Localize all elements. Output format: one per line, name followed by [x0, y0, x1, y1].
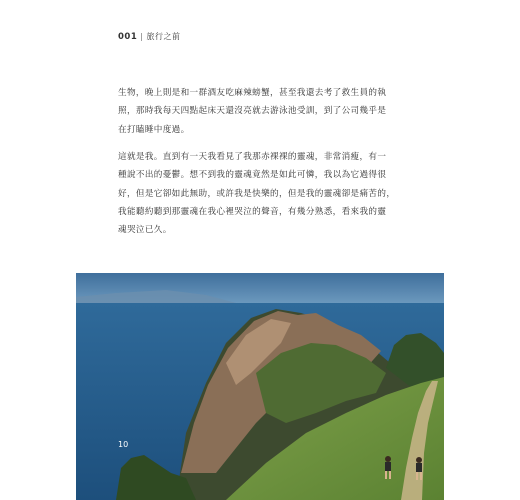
paragraph-line: 好，但是它卻如此無助，或許我是快樂的，但是我的靈魂卻是痛苦的，: [118, 188, 396, 199]
paragraph-line: 種說不出的憂鬱。想不到我的靈魂竟然是如此可憐，我以為它過得很: [118, 170, 387, 181]
chapter-number: 001: [118, 31, 138, 42]
paragraph-line: 我能聽約聽到那靈魂在我心裡哭泣的聲音，有幾分熟悉，看來我的靈: [118, 206, 387, 217]
paragraph-line: 在打瞌睡中度過。: [118, 124, 190, 135]
landscape-photo: [76, 273, 444, 500]
body-paragraph-2: [118, 148, 408, 239]
paragraph-line: 這就是我。直到有一天我看見了我那赤裸裸的靈魂，非常消瘦，有一: [118, 152, 387, 162]
header-separator: |: [140, 32, 144, 41]
paragraph-line: 魂哭泣已久。: [118, 225, 172, 236]
chapter-header: [118, 31, 180, 42]
paragraph-line: 生物，晚上則是和一群酒友吃麻辣螃蟹，甚至我還去考了救生員的執: [118, 88, 387, 98]
paragraph-line: 照，那時我每天四點起床天還沒亮就去游泳池受訓，到了公司幾乎是: [118, 106, 387, 117]
page-number: 10: [118, 440, 129, 449]
body-paragraph-1: [118, 84, 408, 139]
chapter-title: 旅行之前: [146, 32, 181, 41]
